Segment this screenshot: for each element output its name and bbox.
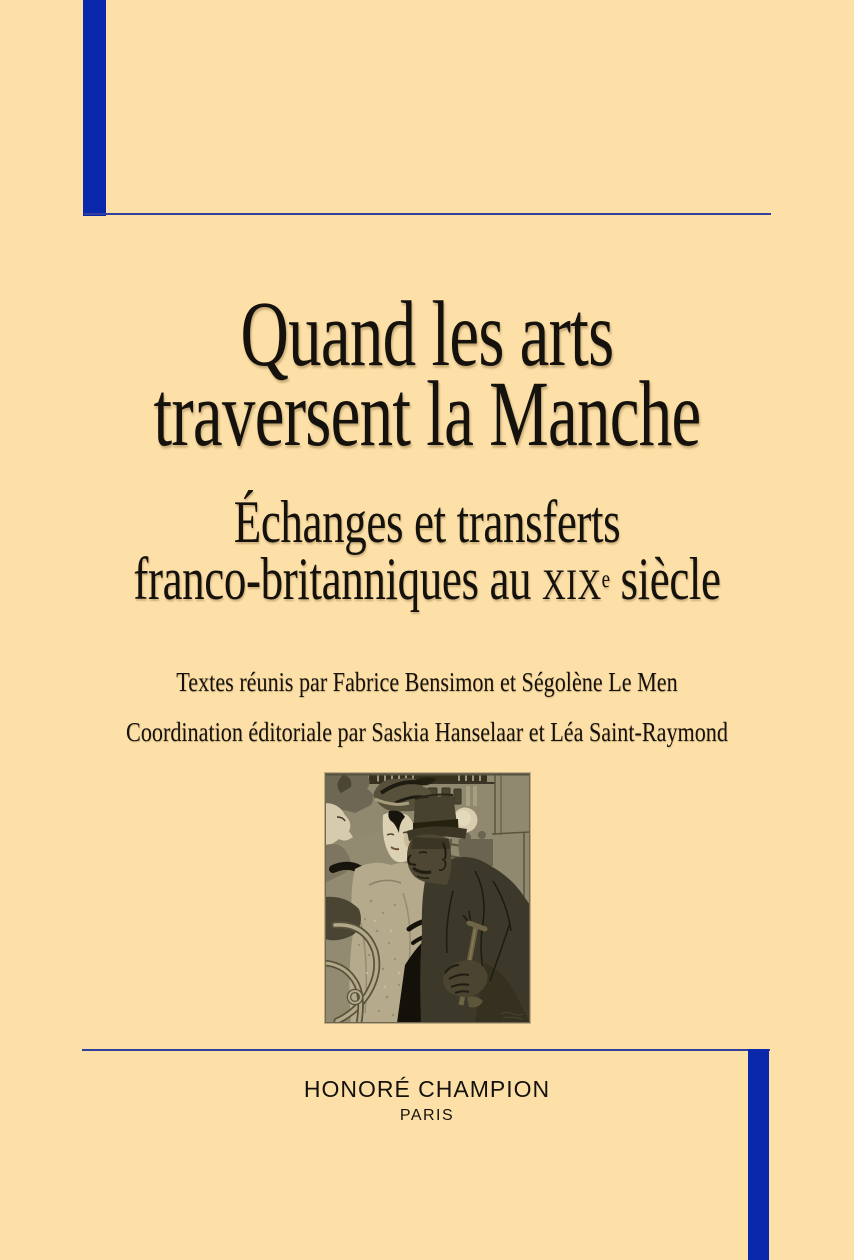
editors-credits (0, 657, 854, 757)
subtitle-line-2-suffix: siècle (620, 546, 721, 612)
century-numeral: XIXe (542, 561, 610, 609)
publisher-city: PARIS (399, 1107, 455, 1124)
accent-rule-bottom (82, 1049, 770, 1051)
century-superscript: e (601, 565, 610, 593)
editors-credit-line: Textes réunis par Fabrice Bensimon et Ségolène Le Men (176, 667, 678, 697)
lithograph-englishman-at-the-moulin-rouge-image (325, 773, 530, 1023)
accent-bar-top-left (83, 0, 106, 216)
book-subtitle (0, 489, 854, 614)
editorial-coordination-line: Coordination éditoriale par Saskia Hanselaar et Léa Saint-Raymond (126, 717, 728, 747)
subtitle-line-2-prefix: franco-britanniques au (133, 546, 532, 612)
book-title (0, 283, 854, 466)
book-title-line-1: Quand les arts (240, 283, 614, 386)
subtitle-line-1: Échanges et transferts (233, 489, 621, 555)
publisher-name: HONORÉ CHAMPION (303, 1076, 551, 1102)
subtitle-line-2 (107, 546, 748, 614)
cover-artwork (325, 773, 530, 1023)
book-title-line-2: traversent la Manche (153, 363, 701, 466)
accent-rule-top (84, 213, 771, 215)
